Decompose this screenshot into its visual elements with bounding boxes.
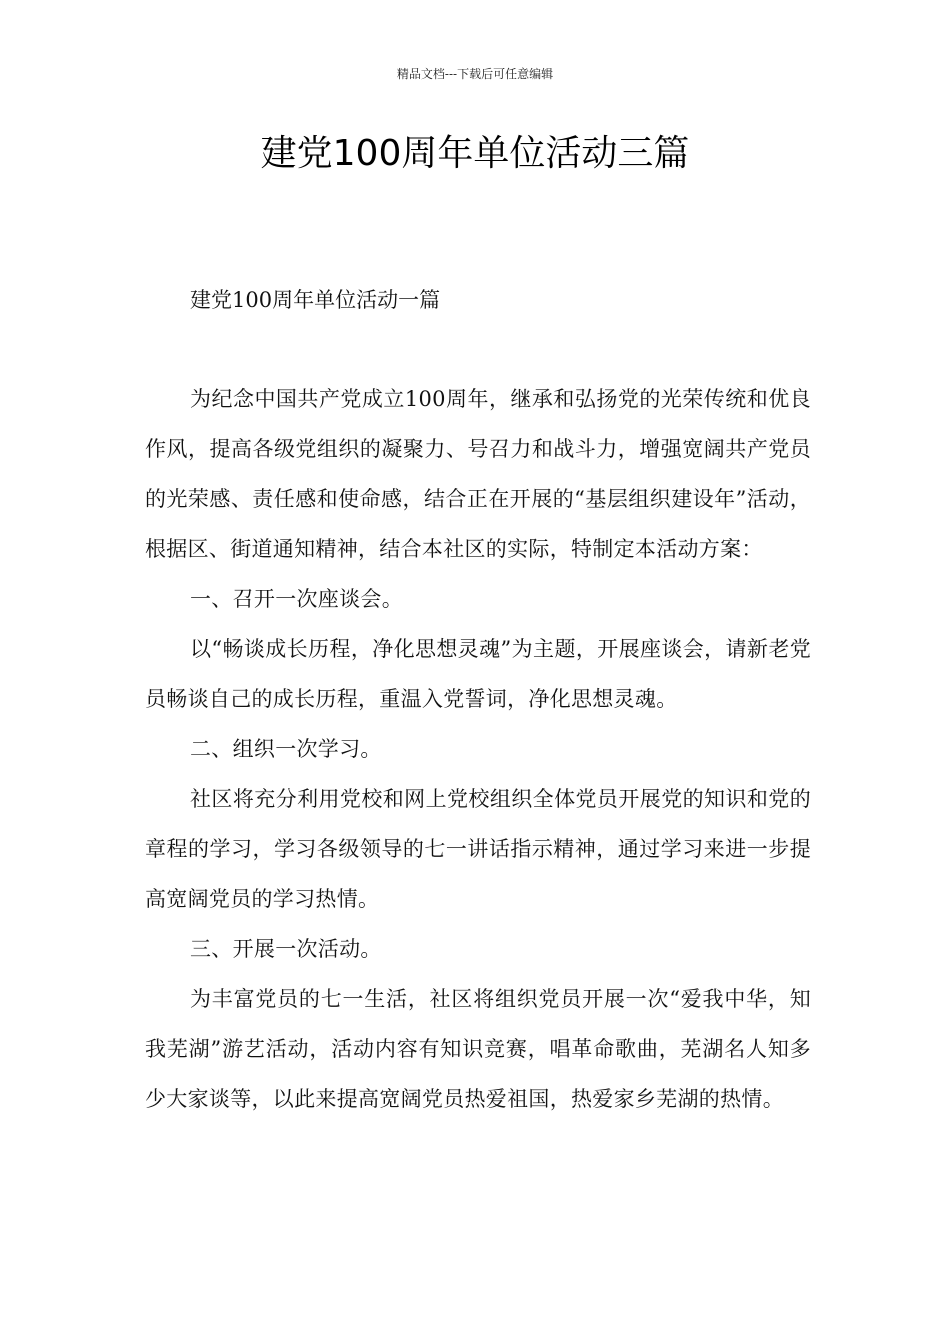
paragraph-item-1-heading: 一、召开一次座谈会。 <box>190 587 403 611</box>
section-heading: 建党100周年单位活动一篇 <box>190 288 441 312</box>
paragraph-item-3-heading: 三、开展一次活动。 <box>190 937 382 961</box>
document-title: 建党100周年单位活动三篇 <box>260 133 690 174</box>
paragraph-item-1-body: 以“畅谈成长历程，净化思想灵魂”为主题，开展座谈会，请新老党员畅谈自己的成长历程，重温入党誓词，净化思想灵魂。 <box>145 637 811 711</box>
paragraph-intro: 为纪念中国共产党成立100周年，继承和弘扬党的光荣传统和优良作风，提高各级党组织的凝聚力、号召力和战斗力，增强宽阔共产党员的光荣感、责任感和使命感，结合正在开展的“基层组织建设年”活动，根据区、街道通知精神，结合本社区的实际，特制定本活动方案： <box>145 387 811 561</box>
paragraph-item-2-body: 社区将充分利用党校和网上党校组织全体党员开展党的知识和党的章程的学习，学习各级领导的七一讲话指示精神，通过学习来进一步提高宽阔党员的学习热情。 <box>145 787 811 911</box>
body-text <box>145 374 811 1124</box>
header-note: 精品文档---下载后可任意编辑 <box>396 67 554 81</box>
paragraph-item-2-heading: 二、组织一次学习。 <box>190 737 382 761</box>
paragraph-item-3-body: 为丰富党员的七一生活，社区将组织党员开展一次“爱我中华，知我芜湖”游艺活动，活动内容有知识竞赛，唱革命歌曲，芜湖名人知多少大家谈等，以此来提高宽阔党员热爱祖国，热爱家乡芜湖的热情。 <box>145 987 811 1111</box>
